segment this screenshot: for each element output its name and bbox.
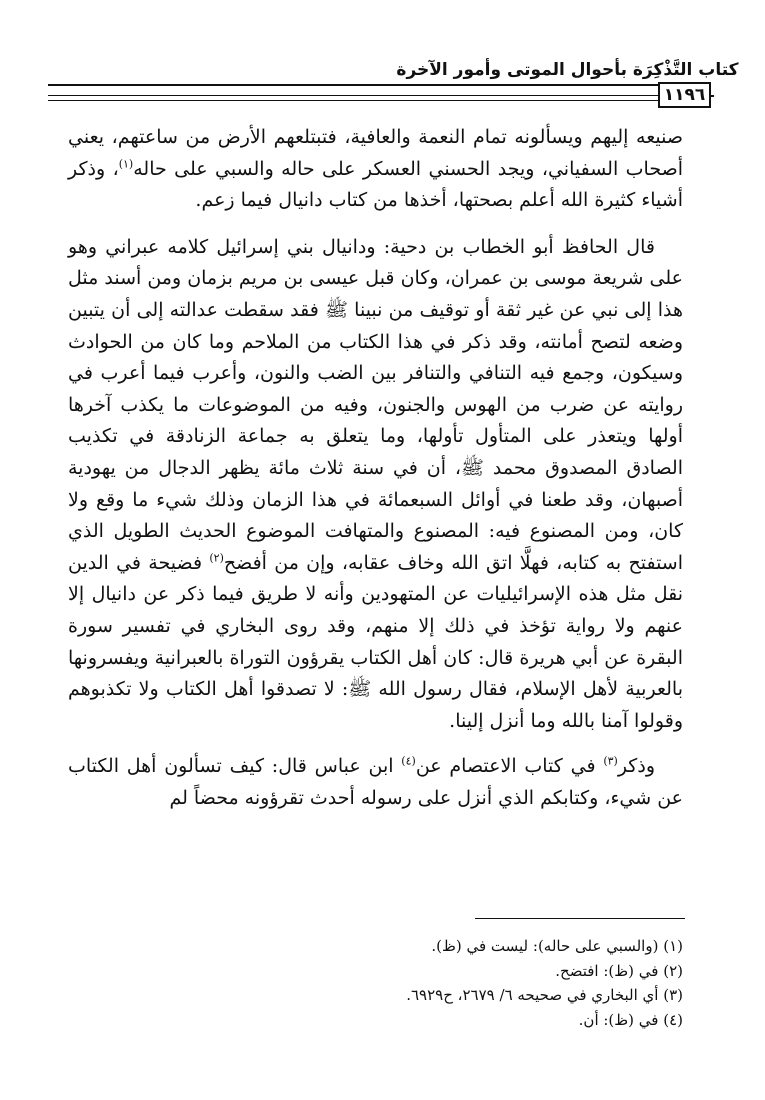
paragraph-2 <box>68 232 683 738</box>
footnote-2: (٢) في (ظ): افتضح. <box>555 961 683 980</box>
paragraph-2-text-after: فضيحة في الدين نقل مثل هذه الإسرائيليات عن المتهودين وأنه لا طريق فيما ذكر عن دانيال إلا عنهم ولا رواية تؤخذ في ذلك إلا منهم، وقد روى البخاري في تفسير سورة البقرة عن أبي هريرة قال: كان أهل الكتاب يقرؤون التوراة بالعبرانية ويفسرونها بالعربية لأهل الإسلام، فقال رسول الله ﷺ: لا تصدقوا أهل الكتاب ولا تكذبوهم وقولوا آمنا بالله وما أنزل إلينا. <box>68 551 683 732</box>
paragraph-1-text-after: ، وذكر أشياء كثيرة الله أعلم بصحتها، أخذها من كتاب دانيال فيما زعم. <box>68 157 683 212</box>
main-text <box>68 122 683 814</box>
footnote-ref-4: (٤) <box>401 754 416 768</box>
footnote-4: (٤) في (ظ): أن. <box>578 1010 683 1029</box>
paragraph-3-text-c: ابن عباس قال: كيف تسألون أهل الكتاب عن شيء، وكتابكم الذي أنزل على رسوله أحدث تقرؤونه محضاً لم <box>68 755 683 809</box>
footnote-1: (١) (والسبي على حاله): ليست في (ظ). <box>431 937 683 955</box>
header-rule <box>48 84 711 86</box>
page-number-box-tail <box>711 95 714 97</box>
header-double-rule-bottom <box>48 100 658 101</box>
paragraph-1 <box>68 122 683 217</box>
footnote-3: (٣) أي البخاري في صحيحه ٦/ ٢٦٧٩، ح٦٩٢٩. <box>406 986 683 1005</box>
paragraph-3-text-a: وذكر <box>617 755 655 778</box>
paragraph-3-text-b: في كتاب الاعتصام عن <box>415 755 604 778</box>
footnote-ref-2: (٢) <box>209 551 224 565</box>
page-number: ١١٩٦ <box>658 82 711 108</box>
paragraph-2-text: قال الحافظ أبو الخطاب بن دحية: ودانيال بني إسرائيل كلامه عبراني وهو على شريعة موسى بن عمران، وكان قبل عيسى بن مريم بزمان ومن أسند مثل هذا إلى نبي عن غير ثقة أو توقيف من نبينا ﷺ فقد سقطت عدالته إلى أن يتبين وضعه لتصح أمانته، وقد ذكر في هذا الكتاب من الملاحم وما كان من الحوادث وسيكون، وجمع فيه التنافي والتنافر بين الضب والنون، وأعرب فيما أعرب في روايته عن ضرب من الهوس والجنون، وفيه من الموضوعات ما يكذب آخرها أولها ويتعذر على المتأول تأولها، وما يتعلق به جماعة الزنادقة في تكذيب الصادق المصدوق محمد ﷺ، أن في سنة ثلاث مائة يظهر الدجال من يهودية أصبهان، وقد طعنا في أوائل السبعمائة في هذا الزمان وذلك شيء ما وقع ولا كان، ومن المصنوع فيه: المصنوع والمتهافت الموضوع الحديث الطويل الذي استفتح به كتابه، فهلَّا اتق الله وخاف عقابه، وإن من أفضح <box>68 235 684 574</box>
header-double-rule-top <box>48 95 658 96</box>
footnotes <box>120 934 683 1032</box>
footnote-ref-1: (١) <box>118 157 134 171</box>
paragraph-1-text: صنيعه إليهم ويسألونه تمام النعمة والعافية، فتبتلعهم الأرض من ساعتهم، يعني أصحاب السفياني، ويجد الحسني العسكر على حاله والسبي على حاله <box>68 126 683 180</box>
footnote-ref-3: (٣) <box>603 754 618 768</box>
footnote-separator <box>475 918 685 919</box>
running-book-title: كتاب التَّذْكِرَة بأحوال الموتى وأمور الآخرة <box>396 60 739 80</box>
paragraph-3 <box>68 751 683 814</box>
